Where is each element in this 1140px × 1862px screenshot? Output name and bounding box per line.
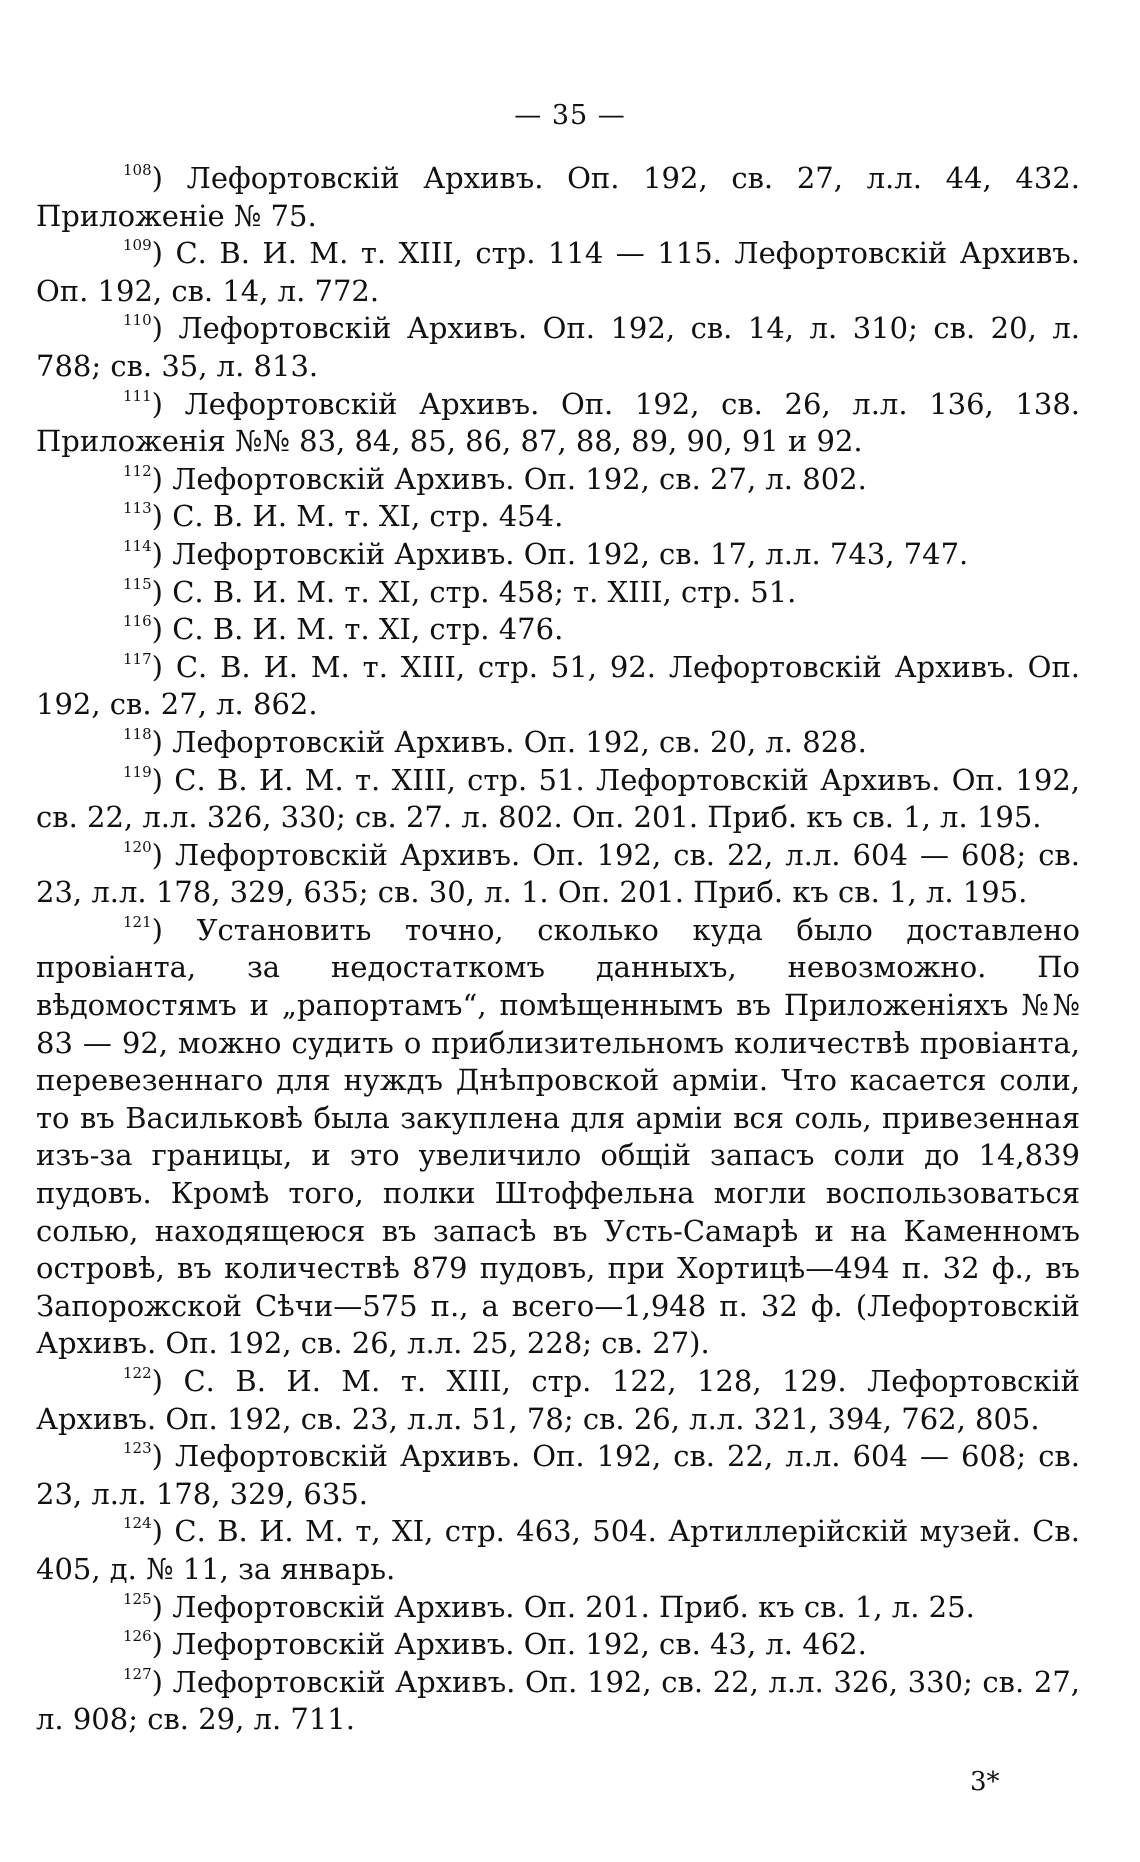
footnote-marker: 122: [123, 1364, 152, 1382]
footnote-120: $^{120}$) Лефортовскій Архивъ. Оп. 192, св. 22, л.л. 604 — 608; св. 23, л.л. 178, 329, 635; св. 30, л. 1. Оп. 201. Приб. къ св. 1, л. 195.: [36, 837, 1080, 910]
footnote-118: $^{118}$) Лефортовскій Архивъ. Оп. 192, св. 20, л. 828.: [123, 724, 867, 759]
footnote-marker: 125: [123, 1589, 152, 1608]
footnote-text: Лефортовскій Архивъ. Оп. 192, св. 43, л. 462.: [172, 1627, 867, 1662]
footnote-text: С. В. И. М. т. XIII, стр. 114 — 115. Лефортовскій Архивъ. Оп. 192, св. 14, л. 772.: [36, 236, 1080, 308]
footnote-text: Лефортовскій Архивъ. Оп. 192, св. 26, л.л. 136, 138. Приложенія №№ 83, 84, 85, 86, 87, 88, 89, 90, 91 и 92.: [36, 386, 1080, 459]
footnote-121: $^{121}$) Установить точно, сколько куда было доставлено провіанта, за недостаткомъ данныхъ, невозможно. По вѣдомостямъ и „рапортамъ“, помѣщеннымъ въ Приложеніяхъ №№ 83 — 92, можно судить о приблизительномъ количествѣ провіанта, перевезеннаго для нуждъ Днѣпровской арміи. Что касается соли, то въ Васильковѣ была закуплена для арміи вся соль, привезенная изъ-за границы, и это увеличило общій запасъ соли до 14,839 пудовъ. Кромѣ того, полки Штоффельна могли воспользоваться солью, находящеюся въ запасѣ въ Усть-Самарѣ и на Каменномъ островѣ, въ количествѣ 879 пудовъ, при Хортицѣ—494 п. 32 ф., въ Запорожской Сѣчи—575 п., а всего—1,948 п. 32 ф. (Лефортовскій Архивъ. Оп. 192, св. 26, л.л. 25, 228; св. 27).: [36, 912, 1080, 1361]
footnote-text: С. В. И. М. т. XI, стр. 476.: [172, 612, 564, 647]
footnote-111: $^{111}$) Лефортовскій Архивъ. Оп. 192, св. 26, л.л. 136, 138. Приложенія №№ 83, 84, 85, 86, 87, 88, 89, 90, 91 и 92.: [36, 386, 1080, 459]
signature-mark: 3*: [970, 1767, 1000, 1797]
footnote-marker: 111: [123, 386, 152, 405]
footnote-marker: 117: [123, 649, 152, 668]
footnote-marker: 114: [123, 536, 152, 555]
footnote-marker: 116: [123, 612, 152, 631]
footnote-marker: 123: [123, 1439, 152, 1458]
footnote-text: С. В. И. М. т. XIII, стр. 51. Лефортовскій Архивъ. Оп. 192, св. 22, л.л. 326, 330; св. 27. л. 802. Оп. 201. Приб. къ св. 1, л. 195.: [36, 762, 1080, 835]
footnote-text: С. В. И. М. т. XI, стр. 458; т. XIII, стр. 51.: [172, 574, 797, 609]
footnote-marker: 113: [123, 499, 152, 518]
footnote-text: Лефортовскій Архивъ. Оп. 192, св. 20, л. 828.: [172, 724, 867, 759]
footnote-text: Лефортовскій Архивъ. Оп. 192, св. 14, л. 310; св. 20, л. 788; св. 35, л. 813.: [36, 311, 1080, 383]
footnote-text: Лефортовскій Архивъ. Оп. 192, св. 27, л.л. 44, 432. Приложеніе № 75.: [36, 161, 1080, 233]
footnote-text: Лефортовскій Архивъ. Оп. 192, св. 17, л.л. 743, 747.: [172, 536, 969, 571]
footnote-123: $^{123}$) Лефортовскій Архивъ. Оп. 192, св. 22, л.л. 604 — 608; св. 23, л.л. 178, 329, 635.: [36, 1439, 1080, 1511]
footnote-marker: 121: [123, 912, 152, 931]
footnote-marker: 124: [123, 1514, 152, 1533]
footnote-text: Лефортовскій Архивъ. Оп. 192, св. 22, л.л. 604 — 608; св. 23, л.л. 178, 329, 635.: [36, 1439, 1080, 1511]
footnote-113: $^{113}$) С. В. И. М. т. XI, стр. 454.: [123, 499, 564, 534]
footnote-115: $^{115}$) С. В. И. М. т. XI, стр. 458; т. XIII, стр. 51.: [123, 574, 797, 609]
footnote-marker: 110: [123, 311, 152, 330]
footnote-text: С. В. И. М. т. XIII, стр. 122, 128, 129. Лефортовскій Архивъ. Оп. 192, св. 23, л.л. 51, 78; св. 26, л.л. 321, 394, 762, 805.: [36, 1364, 1080, 1436]
footnote-marker: 118: [123, 724, 152, 743]
footnote-text: Установить точно, сколько куда было доставлено провіанта, за недостаткомъ данныхъ, невозможно. По вѣдомостямъ и „рапортамъ“, помѣщеннымъ въ Приложеніяхъ №№ 83 — 92, можно судить о приблизительномъ количествѣ провіанта, перевезеннаго для нуждъ Днѣпровской арміи. Что касается соли, то въ Васильковѣ была закуплена для арміи вся соль, привезенная изъ-за границы, и это увеличило общій запасъ соли до 14,839 пудовъ. Кромѣ того, полки Штоффельна могли воспользоваться солью, находящеюся въ запасѣ въ Усть-Самарѣ и на Каменномъ островѣ, въ количествѣ 879 пудовъ, при Хортицѣ—494 п. 32 ф., въ Запорожской Сѣчи—575 п., а всего—1,948 п. 32 ф. (Лефортовскій Архивъ. Оп. 192, св. 26, л.л. 25, 228; св. 27).: [36, 912, 1080, 1361]
footnote-108: $^{108}$) Лефортовскій Архивъ. Оп. 192, св. 27, л.л. 44, 432. Приложеніе № 75.: [36, 161, 1080, 233]
footnotes-list: [36, 160, 1080, 1739]
footnote-marker: 115: [123, 574, 152, 593]
footnote-116: $^{116}$) С. В. И. М. т. XI, стр. 476.: [123, 612, 564, 647]
footnote-119: $^{119}$) С. В. И. М. т. XIII, стр. 51. Лефортовскій Архивъ. Оп. 192, св. 22, л.л. 326, 330; св. 27. л. 802. Оп. 201. Приб. къ св. 1, л. 195.: [36, 762, 1080, 835]
footnote-marker: 108: [123, 161, 152, 179]
footnote-110: $^{110}$) Лефортовскій Архивъ. Оп. 192, св. 14, л. 310; св. 20, л. 788; св. 35, л. 813.: [36, 311, 1080, 383]
footnote-text: Лефортовскій Архивъ. Оп. 201. Приб. къ св. 1, л. 25.: [172, 1589, 975, 1624]
footnote-text: С. В. И. М. т, XI, стр. 463, 504. Артиллерійскій музей. Св. 405, д. № 11, за январь.: [36, 1514, 1080, 1586]
footnote-marker: 120: [123, 837, 152, 856]
footnote-text: С. В. И. М. т. XI, стр. 454.: [172, 499, 564, 534]
footnote-127: $^{127}$) Лефортовскій Архивъ. Оп. 192, св. 22, л.л. 326, 330; св. 27, л. 908; св. 29, л. 711.: [36, 1664, 1080, 1737]
footnote-text: Лефортовскій Архивъ. Оп. 192, св. 22, л.л. 604 — 608; св. 23, л.л. 178, 329, 635; св. 30, л. 1. Оп. 201. Приб. къ св. 1, л. 195.: [36, 837, 1080, 910]
footnote-text: Лефортовскій Архивъ. Оп. 192, св. 22, л.л. 326, 330; св. 27, л. 908; св. 29, л. 711.: [36, 1664, 1080, 1737]
footnote-marker: 109: [123, 236, 152, 255]
footnote-marker: 126: [123, 1627, 152, 1646]
footnote-marker: 112: [123, 461, 152, 480]
footnote-109: $^{109}$) С. В. И. М. т. XIII, стр. 114 — 115. Лефортовскій Архивъ. Оп. 192, св. 14, л. 772.: [36, 236, 1080, 308]
page-number: — 35 —: [514, 100, 626, 131]
footnote-117: $^{117}$) С. В. И. М. т. XIII, стр. 51, 92. Лефортовскій Архивъ. Оп. 192, св. 27, л. 862.: [36, 649, 1080, 722]
footnote-126: $^{126}$) Лефортовскій Архивъ. Оп. 192, св. 43, л. 462.: [123, 1627, 867, 1662]
footnote-112: $^{112}$) Лефортовскій Архивъ. Оп. 192, св. 27, л. 802.: [123, 461, 867, 496]
footnote-text: Лефортовскій Архивъ. Оп. 192, св. 27, л. 802.: [172, 461, 867, 496]
footnote-text: С. В. И. М. т. XIII, стр. 51, 92. Лефортовскій Архивъ. Оп. 192, св. 27, л. 862.: [36, 649, 1080, 722]
footnote-114: $^{114}$) Лефортовскій Архивъ. Оп. 192, св. 17, л.л. 743, 747.: [123, 536, 969, 571]
footnote-122: $^{122}$) С. В. И. М. т. XIII, стр. 122, 128, 129. Лефортовскій Архивъ. Оп. 192, св. 23, л.л. 51, 78; св. 26, л.л. 321, 394, 762, 805.: [36, 1364, 1080, 1436]
footnote-124: $^{124}$) С. В. И. М. т, XI, стр. 463, 504. Артиллерійскій музей. Св. 405, д. № 11, за январь.: [36, 1514, 1080, 1586]
footnote-125: $^{125}$) Лефортовскій Архивъ. Оп. 201. Приб. къ св. 1, л. 25.: [123, 1589, 975, 1624]
footnote-marker: 127: [123, 1664, 152, 1683]
footnote-marker: 119: [123, 762, 152, 781]
